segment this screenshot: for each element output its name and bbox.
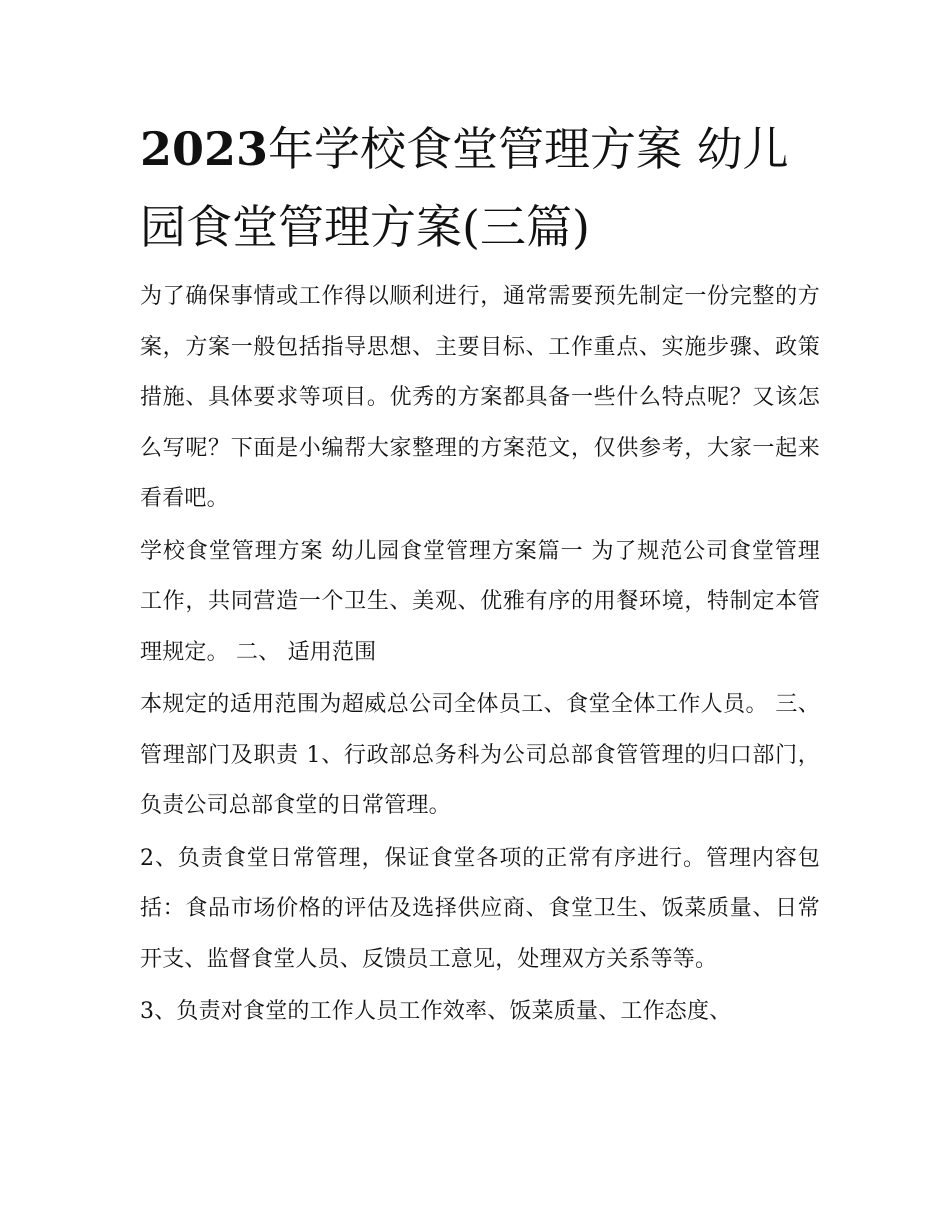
- title-text: 年学校食堂管理方案 幼儿园食堂管理方案(三篇): [140, 122, 789, 254]
- title-year: 2023: [140, 122, 269, 176]
- paragraph-duty-3: 3、负责对食堂的工作人员工作效率、饭菜质量、工作态度、: [140, 999, 732, 1024]
- paragraph-section-one: 学校食堂管理方案 幼儿园食堂管理方案篇一 为了规范公司食堂管理工作，共同营造一个卫生、美观、优雅有序的用餐环境，特制定本管理规定。 二、 适用范围: [140, 538, 820, 665]
- document-page: [140, 110, 820, 1040]
- paragraph-duty-2: 2、负责食堂日常管理，保证食堂各项的正常有序进行。管理内容包括：食品市场价格的评估及选择供应商、食堂卫生、饭菜质量、日常开支、监督食堂人员、反馈员工意见，处理双方关系等等。: [140, 845, 820, 972]
- paragraph-intro: 为了确保事情或工作得以顺利进行，通常需要预先制定一份完整的方案，方案一般包括指导思想、主要目标、工作重点、实施步骤、政策措施、具体要求等项目。优秀的方案都具备一些什么特点呢？又该怎么写呢？下面是小编帮大家整理的方案范文，仅供参考，大家一起来看看吧。: [140, 284, 820, 511]
- paragraph-scope: 本规定的适用范围为超威总公司全体员工、食堂全体工作人员。 三、管理部门及职责 1、行政部总务科为公司总部食管管理的归口部门，负责公司总部食堂的日常管理。: [140, 692, 820, 818]
- document-title: [140, 110, 820, 266]
- document-body: [140, 272, 820, 1038]
